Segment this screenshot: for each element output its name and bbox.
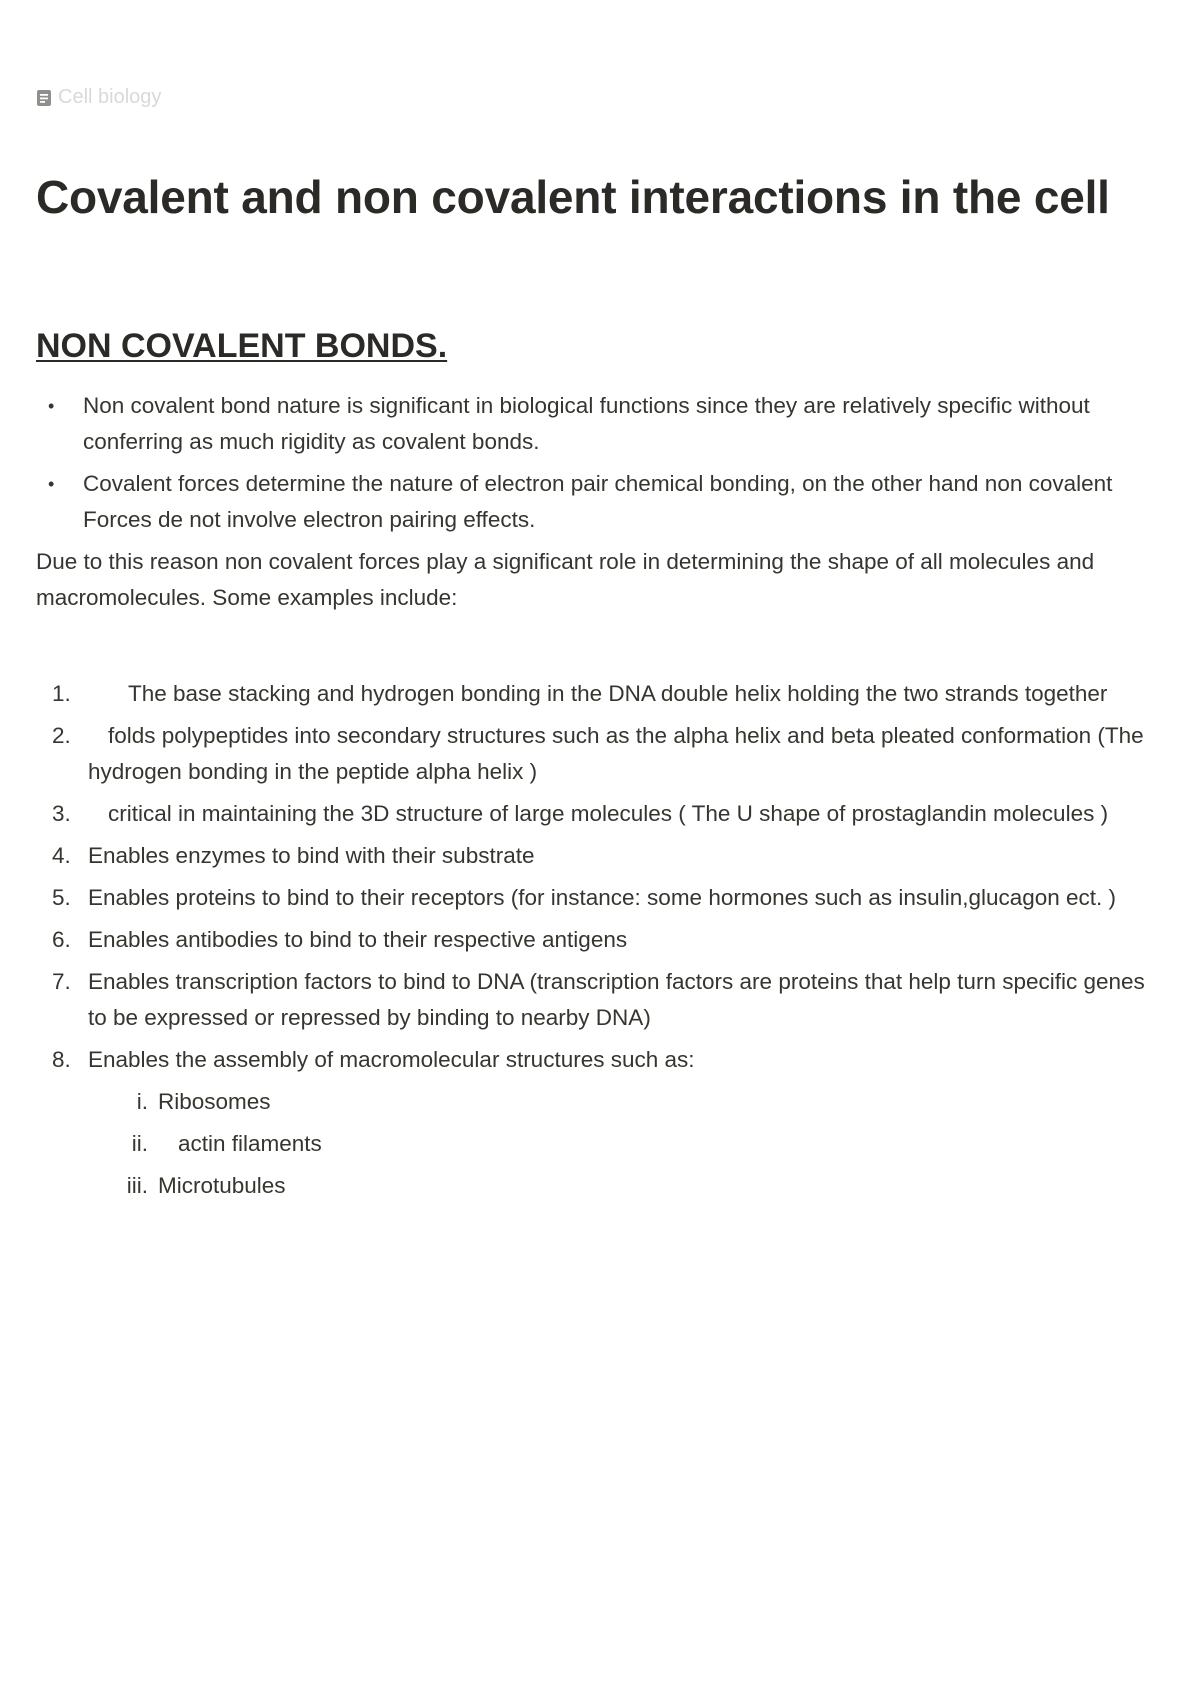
numbered-list [36,676,1156,1210]
bullet-dot-icon: • [48,396,55,416]
bullet-text: Non covalent bond nature is significant in biological functions since they are relatively specific without conferring as much rigidity as covalent bonds. [83,393,1090,454]
list-item [36,922,1156,958]
list-number: 6. [52,927,71,952]
list-item [36,880,1156,916]
breadcrumb-label[interactable]: Cell biology [58,86,162,108]
list-item [36,796,1156,832]
sub-list-text: Microtubules [158,1173,286,1198]
list-text: Enables enzymes to bind with their substrate [88,843,535,868]
sub-list-item [88,1168,1156,1204]
list-number: 4. [52,843,71,868]
list-text: Enables the assembly of macromolecular structures such as: [88,1047,695,1072]
sub-list-number: ii. [131,1131,148,1156]
list-item [36,718,1156,790]
list-item [36,676,1156,712]
bullet-list [36,388,1146,544]
sub-list-text: Ribosomes [158,1089,271,1114]
list-number: 7. [52,969,71,994]
bullet-item [36,466,1146,538]
bullet-item [36,388,1146,460]
sub-list-item [88,1084,1156,1120]
list-text: Enables transcription factors to bind to DNA (transcription factors are proteins that help turn specific genes to be expressed or repressed by binding to nearby DNA) [88,969,1145,1030]
sub-list [88,1084,1156,1204]
list-text: Enables antibodies to bind to their respective antigens [88,927,628,952]
list-text: folds polypeptides into secondary structures such as the alpha helix and beta pleated conformation (The hydrogen bonding in the peptide alpha helix ) [88,723,1144,784]
list-number: 3. [52,801,71,826]
list-number: 5. [52,885,71,910]
page-title: Covalent and non covalent interactions in the cell [36,171,1110,223]
bullet-dot-icon: • [48,474,55,494]
sub-list-item [88,1126,1156,1162]
sub-list-text: actin filaments [178,1131,322,1156]
list-number: 2. [52,723,71,748]
sub-list-number: i. [136,1089,148,1114]
section-heading: NON COVALENT BONDS. [36,327,448,365]
bullet-text: Covalent forces determine the nature of electron pair chemical bonding, on the other hand non covalent Forces de not involve electron pairing effects. [83,471,1113,532]
document-icon [36,89,52,107]
list-text: critical in maintaining the 3D structure of large molecules ( The U shape of prostaglandin molecules ) [108,801,1109,826]
list-text: The base stacking and hydrogen bonding in the DNA double helix holding the two strands together [128,681,1108,706]
list-item [36,1042,1156,1204]
list-number: 1. [52,681,71,706]
list-item [36,964,1156,1036]
sub-list-number: iii. [126,1173,148,1198]
intro-paragraph: Due to this reason non covalent forces play a significant role in determining the shape of all molecules and macromolecules. Some examples include: [36,549,1095,610]
list-item [36,838,1156,874]
list-text: Enables proteins to bind to their receptors (for instance: some hormones such as insulin,glucagon ect. ) [88,885,1117,910]
breadcrumb[interactable] [36,86,161,109]
list-number: 8. [52,1047,71,1072]
